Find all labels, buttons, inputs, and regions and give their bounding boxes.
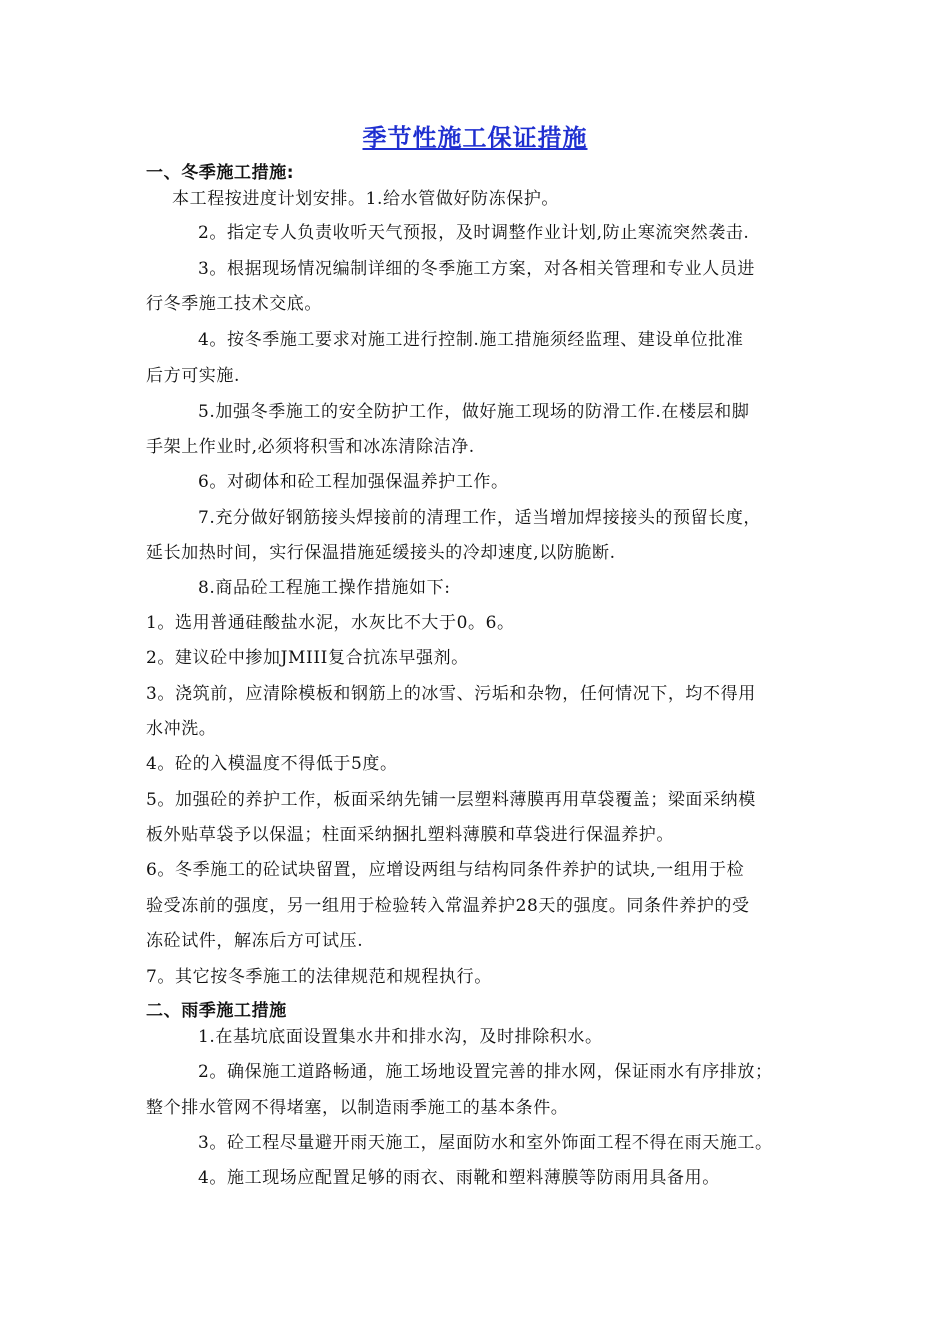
paragraph-line: 4。砼的入模温度不得低于5度。	[146, 754, 398, 774]
paragraph-line: 冻砼试件，解冻后方可试压.	[146, 931, 364, 951]
paragraph-line: 本工程按进度计划安排。1.给水管做好防冻保护。	[172, 189, 560, 209]
paragraph-line: 2。确保施工道路畅通，施工场地设置完善的排水网，保证雨水有序排放；	[198, 1062, 773, 1082]
section-heading-winter: 一、冬季施工措施:	[146, 163, 295, 183]
paragraph-line: 6。冬季施工的砼试块留置，应增设两组与结构同条件养护的试块,一组用于检	[146, 860, 745, 880]
paragraph-line: 7.充分做好钢筋接头焊接前的清理工作，适当增加焊接接头的预留长度，	[198, 508, 762, 528]
paragraph-line: 7。其它按冬季施工的法律规范和规程执行。	[146, 967, 492, 987]
paragraph-line: 5。加强砼的养护工作，板面采纳先铺一层塑料薄膜再用草袋覆盖；梁面采纳模	[146, 790, 756, 810]
paragraph-line: 3。浇筑前，应清除模板和钢筋上的冰雪、污垢和杂物，任何情况下，均不得用	[146, 684, 756, 704]
paragraph-line: 1。选用普通硅酸盐水泥，水灰比不大于0。6。	[146, 613, 515, 633]
paragraph-line: 1.在基坑底面设置集水井和排水沟，及时排除积水。	[198, 1027, 603, 1047]
paragraph-line: 行冬季施工技术交底。	[146, 294, 322, 314]
paragraph-line: 延长加热时间，实行保温措施延缓接头的冷却速度,以防脆断.	[146, 543, 616, 563]
paragraph-line: 2。建议砼中掺加JMIII复合抗冻早强剂。	[146, 648, 469, 668]
paragraph-line: 6。对砌体和砼工程加强保温养护工作。	[198, 472, 509, 492]
section-heading-rainy: 二、雨季施工措施	[146, 1001, 287, 1021]
paragraph-line: 2。指定专人负责收听天气预报，及时调整作业计划,防止寒流突然袭击.	[198, 223, 750, 243]
paragraph-line: 4。施工现场应配置足够的雨衣、雨靴和塑料薄膜等防雨用具备用。	[198, 1168, 720, 1188]
paragraph-line: 水冲洗。	[146, 719, 217, 739]
paragraph-line: 整个排水管网不得堵塞，以制造雨季施工的基本条件。	[146, 1098, 569, 1118]
paragraph-line: 4。按冬季施工要求对施工进行控制.施工措施须经监理、建设单位批准	[198, 330, 744, 350]
paragraph-line: 后方可实施.	[146, 366, 241, 386]
paragraph-line: 5.加强冬季施工的安全防护工作，做好施工现场的防滑工作.在楼层和脚	[198, 402, 750, 422]
paragraph-line: 3。砼工程尽量避开雨天施工，屋面防水和室外饰面工程不得在雨天施工。	[198, 1133, 773, 1153]
document-title: 季节性施工保证措施	[362, 124, 588, 152]
paragraph-line: 8.商品砼工程施工操作措施如下:	[198, 578, 451, 598]
paragraph-line: 3。根据现场情况编制详细的冬季施工方案，对各相关管理和专业人员进	[198, 259, 756, 279]
paragraph-line: 板外贴草袋予以保温；柱面采纳捆扎塑料薄膜和草袋进行保温养护。	[146, 825, 674, 845]
paragraph-line: 验受冻前的强度，另一组用于检验转入常温养护28天的强度。同条件养护的受	[146, 896, 750, 916]
paragraph-line: 手架上作业时,必须将积雪和冰冻清除洁净.	[146, 437, 475, 457]
